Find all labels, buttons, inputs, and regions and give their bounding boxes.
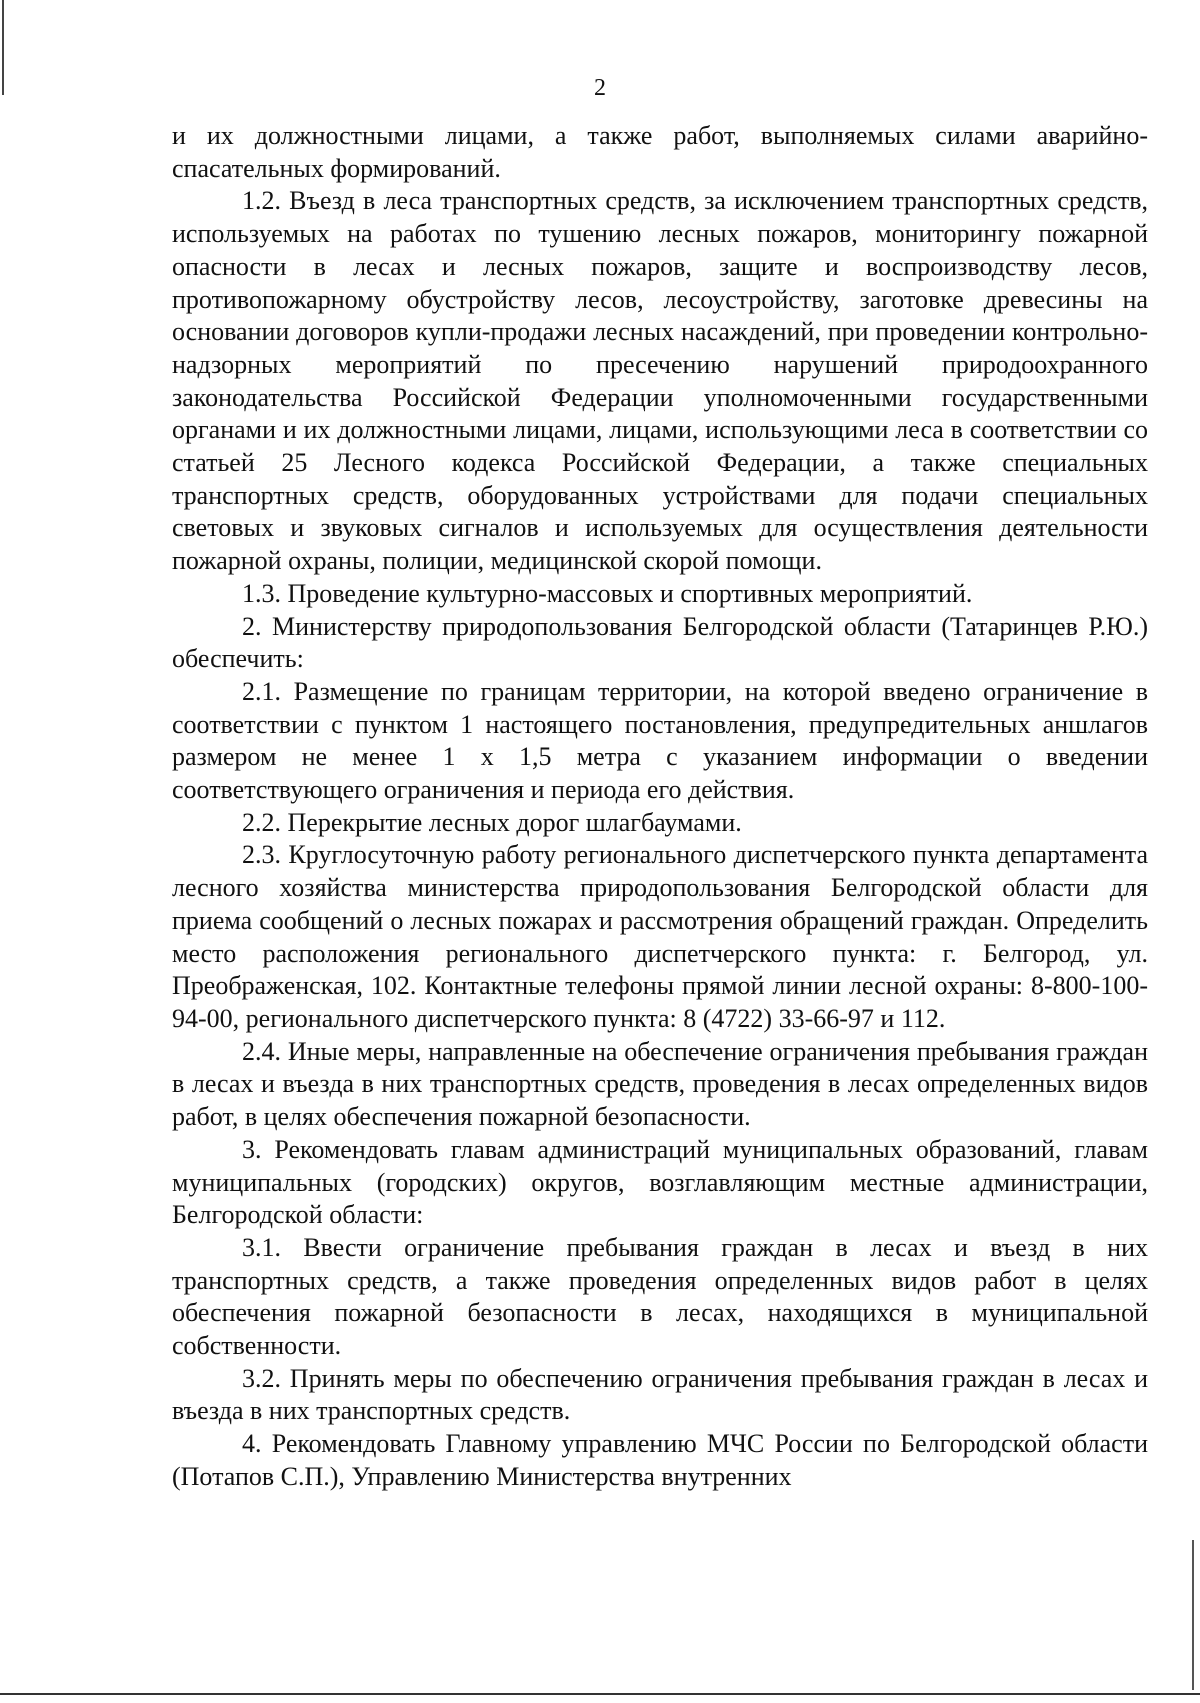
- paragraph-3: 3. Рекомендовать главам администраций муниципальных образований, главам муниципальных (городских) округов, возглавляющим местные администрации, Белгородской области:: [172, 1134, 1148, 1230]
- paragraph-2-4: 2.4. Иные меры, направленные на обеспечение ограничения пребывания граждан в лесах и въезда в них транспортных средств, проведения в лесах определенных видов работ, в целях обеспечения пожарной безопасности.: [172, 1036, 1148, 1132]
- paragraph-4: 4. Рекомендовать Главному управлению МЧС России по Белгородской области (Потапов С.П.), Управлению Министерства внутренних: [172, 1429, 1148, 1491]
- paragraph-3-1: 3.1. Ввести ограничение пребывания граждан в лесах и въезд в них транспортных средств, а также проведения определенных видов работ в целях обеспечения пожарной безопасности в лесах, находящихся в муниципальной собственности.: [172, 1232, 1148, 1361]
- page-number: 2: [594, 75, 606, 101]
- paragraph-3-2: 3.2. Принять меры по обеспечению ограничения пребывания граждан в лесах и въезда в них транспортных средств.: [172, 1363, 1148, 1426]
- document-body: [172, 120, 1148, 1494]
- paragraph-2-2: 2.2. Перекрытие лесных дорог шлагбаумами.: [242, 807, 742, 837]
- scan-edge-right: [1192, 1540, 1194, 1690]
- paragraph-1-3: 1.3. Проведение культурно-массовых и спортивных мероприятий.: [242, 578, 973, 608]
- paragraph-2: 2. Министерству природопользования Белгородской области (Татаринцев Р.Ю.) обеспечить:: [172, 611, 1148, 674]
- paragraph-1-2: 1.2. Въезд в леса транспортных средств, за исключением транспортных средств, используемых на работах по тушению лесных пожаров, мониторингу пожарной опасности в лесах и лесных пожаров, защите и воспроизводству лесов, противопожарному обустройству лесов, лесоустройству, заготовке древесины на основании договоров купли-продажи лесных насаждений, при проведении контрольно-надзорных мероприятий по пресечению нарушений природоохранного законодательства Российской Федерации уполномоченными государственными органами и их должностными лицами, лицами, использующими леса в соответствии со статьей 25 Лесного кодекса Российской Федерации, а также специальных транспортных средств, оборудованных устройствами для подачи специальных световых и звуковых сигналов и используемых для осуществления деятельности пожарной охраны, полиции, медицинской скорой помощи.: [172, 186, 1148, 576]
- paragraph-2-1: 2.1. Размещение по границам территории, на которой введено ограничение в соответствии с пунктом 1 настоящего постановления, предупредительных аншлагов размером не менее 1 x 1,5 метра с указанием информации о введении соответствующего ограничения и периода его действия.: [172, 676, 1148, 805]
- scan-edge-bottom: [0, 1693, 1200, 1695]
- paragraph-2-3: 2.3. Круглосуточную работу регионального диспетчерского пункта департамента лесного хозяйства министерства природопользования Белгородской области для приема сообщений о лесных пожарах и рассмотрения обращений граждан. Определить место расположения регионального диспетчерского пункта: г. Белгород, ул. Преображенская, 102. Контактные телефоны прямой линии лесной охраны: 8-800-100-94-00, регионального диспетчерского пункта: 8 (4722) 33-66-97 и 112.: [172, 840, 1148, 1033]
- paragraph-continuation: и их должностными лицами, а также работ, выполняемых силами аварийно-спасательных формирований.: [172, 121, 1148, 183]
